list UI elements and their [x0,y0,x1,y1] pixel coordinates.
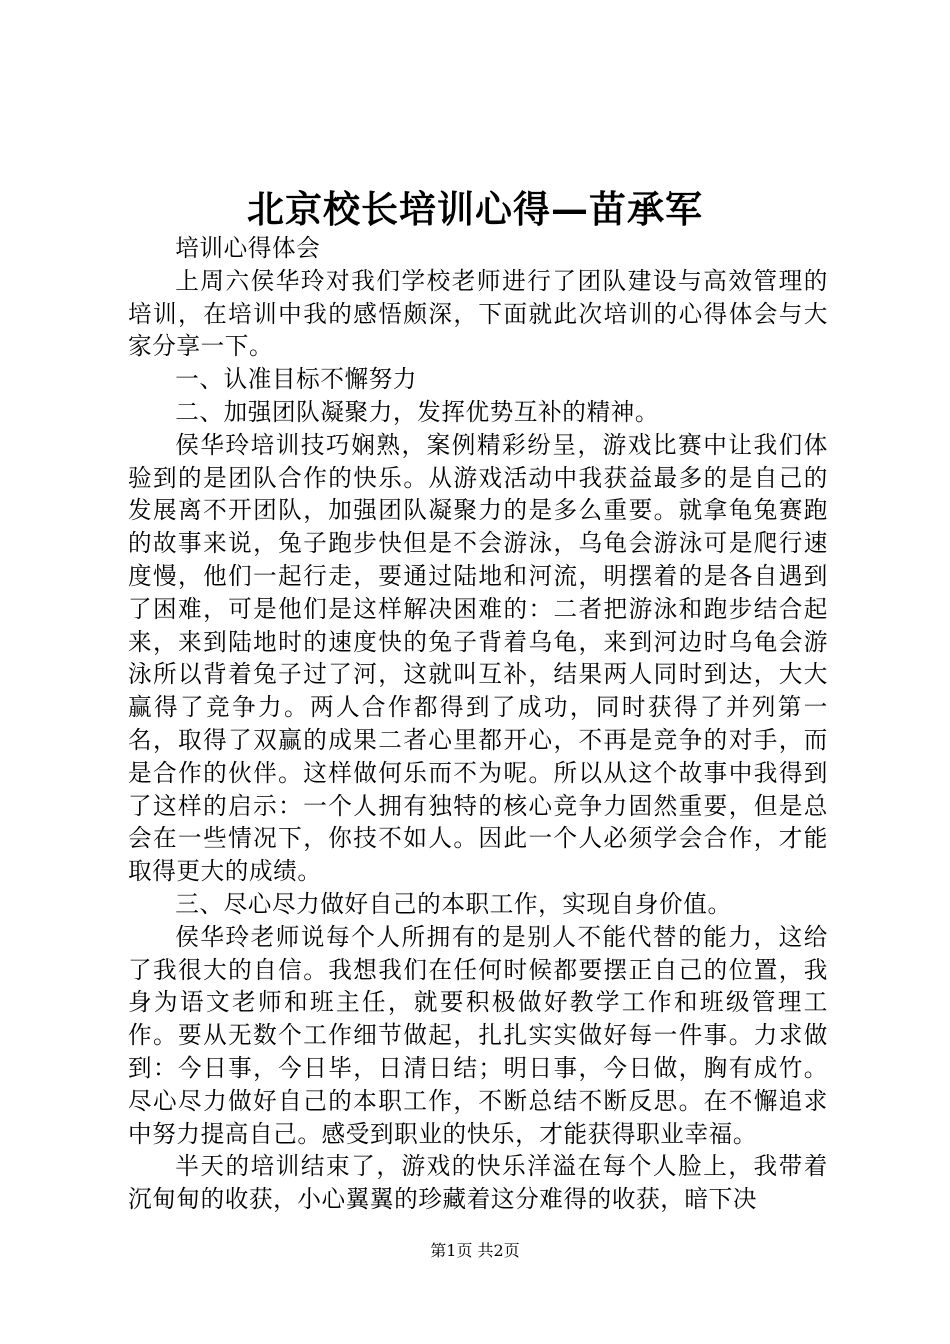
paragraph-duty: 侯华玲老师说每个人所拥有的是别人不能代替的能力，这给了我很大的自信。我想我们在任何时候都要摆正自己的位置，我身为语文老师和班主任，就要积极做好教学工作和班级管理工作。要从无数个工作细节做起，扎扎实实做好每一件事。力求做到：今日事，今日毕，日清日结；明日事，今日做，胸有成竹。尽心尽力做好自己的本职工作，不断总结不断反思。在不懈追求中努力提高自己。感受到职业的快乐，才能获得职业幸福。 [128,922,828,1148]
document-body [128,232,828,1216]
section-heading-1: 一、认准目标不懈努力 [175,365,418,394]
paragraph-heading: 培训心得体会 [175,234,321,262]
section-heading-2: 二、加强团队凝聚力，发挥优势互补的精神。 [175,397,660,426]
page-number: 第1页 共2页 [430,1241,520,1260]
paragraph-intro: 上周六侯华玲对我们学校老师进行了团队建设与高效管理的培训，在培训中我的感悟颇深，下面就此次培训的心得体会与大家分享一下。 [128,266,828,361]
paragraph-conclusion: 半天的培训结束了，游戏的快乐洋溢在每个人脸上，我带着沉甸甸的收获，小心翼翼的珍藏着这分难得的收获，暗下决 [128,1152,828,1214]
paragraph-teamwork: 侯华玲培训技巧娴熟，案例精彩纷呈，游戏比赛中让我们体验到的是团队合作的快乐。从游戏活动中我获益最多的是自己的发展离不开团队，加强团队凝聚力的是多么重要。就拿龟兔赛跑的故事来说，兔子跑步快但是不会游泳，乌龟会游泳可是爬行速度慢，他们一起行走，要通过陆地和河流，明摆着的是各自遇到了困难，可是他们是这样解决困难的：二者把游泳和跑步结合起来，来到陆地时的速度快的兔子背着乌龟，来到河边时乌龟会游泳所以背着兔子过了河，这就叫互补，结果两人同时到达，大大赢得了竞争力。两人合作都得到了成功，同时获得了并列第一名，取得了双赢的成果二者心里都开心，不再是竞争的对手，而是合作的伙伴。这样做何乐而不为呢。所以从这个故事中我得到了这样的启示：一个人拥有独特的核心竞争力固然重要，但是总会在一些情况下，你技不如人。因此一个人必须学会合作，才能取得更大的成绩。 [128,430,828,886]
document-title: 北京校长培训心得—苗承军 [247,187,703,231]
section-heading-3: 三、尽心尽力做好自己的本职工作，实现自身价值。 [175,889,732,918]
